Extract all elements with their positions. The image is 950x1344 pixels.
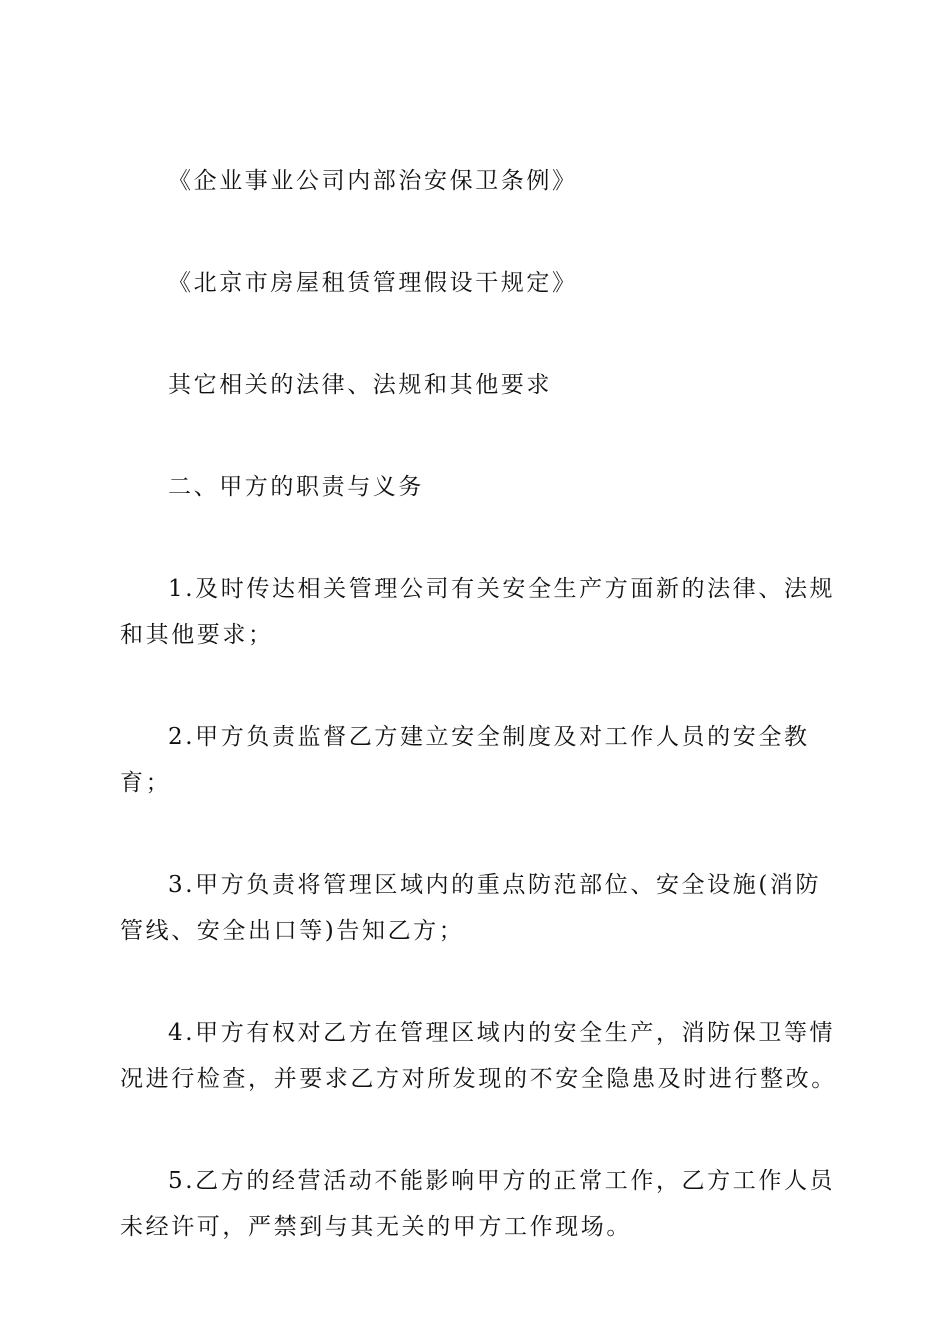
clause-3: 3.甲方负责将管理区域内的重点防范部位、安全设施(消防管线、安全出口等)告知乙方； [120, 872, 822, 944]
clause-4: 4.甲方有权对乙方在管理区域内的安全生产，消防保卫等情况进行检查，并要求乙方对所发现的不安全隐患及时进行整改。 [120, 1020, 837, 1092]
clause-5: 5.乙方的经营活动不能影响甲方的正常工作，乙方工作人员未经许可，严禁到与其无关的甲方工作现场。 [120, 1168, 836, 1240]
document-body [120, 158, 840, 1250]
clause-1: 1.及时传达相关管理公司有关安全生产方面新的法律、法规和其他要求； [120, 576, 836, 648]
regulation-title-rental: 《北京市房屋租赁管理假设干规定》 [168, 270, 578, 296]
clause-2: 2.甲方负责监督乙方建立安全制度及对工作人员的安全教育； [120, 724, 810, 796]
section-heading-party-a-duties: 二、甲方的职责与义务 [168, 474, 424, 500]
regulation-title-security: 《企业事业公司内部治安保卫条例》 [168, 168, 578, 194]
other-regulations-line: 其它相关的法律、法规和其他要求 [168, 372, 552, 398]
